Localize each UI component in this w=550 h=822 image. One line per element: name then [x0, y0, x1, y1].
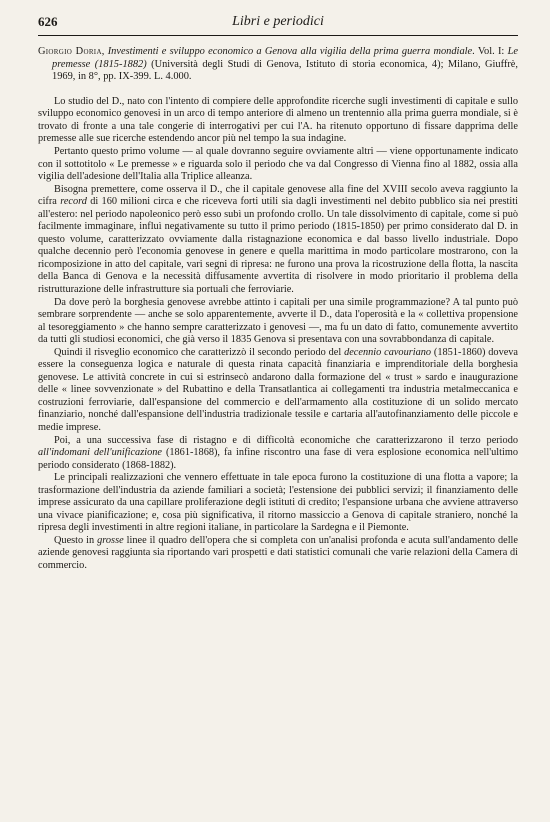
- paragraph-text: Lo studio del D., nato con l'intento di compiere delle approfondite ricerche sugli investimenti di capitale e sullo sviluppo economico genovesi in un arco di tempo anteriore di almeno un trentennio alla prima guerra mondiale, si è trovato di fronte a una tale congerie di interrogativi per cui l'A. ha ritenuto opportuno di fissare dapprima delle premesse alle sue ricerche estendendo ancor più nel tempo la sua indagine.: [38, 95, 518, 145]
- citation-volume: Vol. I:: [477, 46, 508, 57]
- citation-title: Investimenti e sviluppo economico a Genova alla vigilia della prima guerra mondiale: [107, 46, 473, 57]
- paragraph-text: (1851-1860) doveva essere la conseguenza logica e naturale di questa rinata capacità finanziaria e imprenditoriale della borghesia genovese. Le attività concrete in cui si estrinsecò andarono dalla formazione del « trust » sardo e inaugurazione delle « linee sovvenzionate » del Rubattino e della Transatlantica ai collegamenti tra industria metalmeccanica e costruzioni ferroviarie, dall'espansione del commercio e dell'armamento alla costituzione di un solido mercato finanziario, nonché dall'espansione dell'industria tradizionale tessile e cartaria all'autofinanziamento delle piccole e medie imprese.: [38, 346, 519, 433]
- paragraph-text: Le principali realizzazioni che vennero effettuate in tale epoca furono la costituzione di una flotta a vapore; la trasformazione dell'industria da aziende familiari a società; l'estensione dei pubblici servizi; il finanziamento delle imprese assicurato da una capillare proliferazione degli istituti di credito; l'espansione urbana che avviene attraverso una vivace pianificazione; e, cosa più significativa, il ritorno massiccio a Genova di capitale straniero, nonché la ripresa degli investimenti in altre regioni italiane, in particolare la Sardegna e il Piemonte.: [38, 472, 518, 534]
- review-paragraph-6: [38, 435, 518, 473]
- review-paragraph-8: [38, 535, 518, 573]
- italic-term: record: [60, 196, 87, 208]
- italic-term: grosse: [97, 534, 124, 546]
- review-paragraph-3: [38, 184, 518, 297]
- review-paragraph-5: [38, 347, 518, 435]
- paragraph-text: Da dove però la borghesia genovese avrebbe attinto i capitali per una simile programmazione? A tal punto può sembrare sorprendente — anche se solo apparentemente, avverte il D., data l'operosità e la « collettiva propensione al tesoreggiamento » che hanno sempre caratterizzato i genovesi —, ma fu un dato di fatto, comunemente avvertito da tutti gli studiosi economici, che già verso il 1835 Genova si presentava con una sovrabbondanza di capitale.: [38, 296, 518, 346]
- review-body: [38, 96, 518, 573]
- running-head: [38, 14, 518, 32]
- review-paragraph-4: [38, 297, 518, 347]
- citation-publication: (Università degli Studi di Genova, Istituto di storia economica, 4); Milano, Giuffrè, 1969, in 8°, pp. IX-399. L. 4.000.: [52, 58, 518, 83]
- citation-author: Giorgio Doria: [38, 46, 102, 57]
- journal-title: Libri e periodici: [232, 14, 324, 29]
- paragraph-text: Bisogna premettere, come osserva il D., che il capitale genovese alla fine del XVIII secolo aveva raggiunto la cifra: [38, 183, 518, 208]
- paragraph-text: (1861-1868), fa infine riscontro una fase di vera esplosione economica nell'ultimo periodo considerato (1868-1882).: [38, 447, 518, 471]
- review-paragraph-1: [38, 96, 518, 146]
- paragraph-text: Quindi il risveglio economico che caratterizzò il secondo periodo del: [54, 346, 345, 358]
- italic-term: all'indomani dell'unificazione: [38, 447, 162, 459]
- page-number: 626: [38, 14, 58, 29]
- review-paragraph-7: [38, 472, 518, 535]
- paragraph-text: Pertanto questo primo volume — al quale dovranno seguire ovviamente altri — viene opportunamente indicato con il sottotitolo « Le premesse » e riguarda solo il periodo che va dal Congresso di Vienna fino al 1882, ossia alla vigilia dell'adesione dell'Italia alla Triplice alleanza.: [38, 145, 518, 183]
- paragraph-text: linee il quadro dell'opera che si completa con un'analisi profonda e acuta sull'andamento delle aziende genovesi raggiunta sia riportando vari prospetti e dati statistici comunali che varie relazioni della Camera di commercio.: [38, 534, 518, 572]
- citation-subtitle: Le premesse (1815-1882): [52, 46, 518, 70]
- book-citation: Giorgio Doria, Investimenti e sviluppo economico a Genova alla vigilia della prima guerra mondiale. Vol. I: Le premesse (1815-1882) (Università degli Studi di Genova, Istituto di storia economica, 4); Milano, Giuffrè, 1969, in 8°, pp. IX-399. L. 4.000.: [38, 46, 518, 83]
- review-paragraph-2: [38, 146, 518, 184]
- paragraph-text: Questo in: [54, 534, 98, 546]
- header-rule: [38, 35, 518, 36]
- italic-term: decennio cavouriano: [344, 346, 432, 358]
- paragraph-text: Poi, a una successiva fase di ristagno e di difficoltà economiche che caratterizzarono il terzo periodo: [54, 434, 518, 446]
- paragraph-text: di 160 milioni circa e che riceveva forti utili sia dagli investimenti nel debito pubblico sia nei prestiti all'estero: nel periodo napoleonico però esso subì un profondo crollo. Un tale dissolvimento di capitale, come si può facilmente immaginare, influì negativamente su tutto il primo periodo (1815-1850) per primo considerato dal D. in questo volume, caratterizzato ovviamente dalla ristagnazione economica e dal basso livello industriale. Dopo qualche decennio però l'economia genovese in genere e quella marittima in modo particolare mostrarono, con la ricomposizione in atto del capitale, vari segni di ripresa: ne furono una prova la ricostruzione della flotta, la nascita della Banca di Genova e la necessità diffusamente avvertita di risolvere in modo prioritario il problema della ristrutturazione delle infrastrutture sia portuali che ferroviarie.: [38, 196, 518, 295]
